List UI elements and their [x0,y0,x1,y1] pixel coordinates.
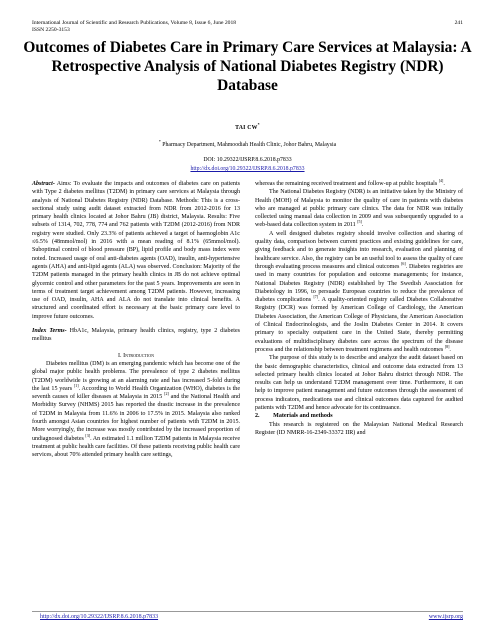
registry-paragraph [255,230,463,354]
right-text-2: A well designed diabetes registry should involve collection and sharing of quality data, comparison between current practices and existing guidelines for care, giving feedback and to generate insights into research, evaluation and planning of healthcare service. Also, the registry can be an useful tool to assess the quality of care through evaluating process measures and clinical outcomes [255,230,463,270]
left-column [32,180,240,460]
right-column [255,177,463,437]
footer-site-link[interactable]: www.ijsrp.org [428,614,463,620]
page-number: 241 [454,20,463,26]
citation-1: [1] [73,382,79,388]
right-text-2d: . [449,346,451,353]
citation-3: [3] [85,432,91,438]
citation-4: [4] [438,177,444,183]
intro-heading: I. Introduction [118,352,154,359]
intro-text-1: Diabetes mellitus (DM) is an emerging pandemic which has become one of the global major public health problems. The prevalence of type 2 diabetes mellitus (T2DM) worldwide is growing at an alarming rate and has increased 5-fold during the last 15 years [32,360,240,392]
index-terms-text: HbA1c, Malaysia, primary health clinics, registry, type 2 diabetes mellitus [32,328,240,343]
abstract [32,180,240,321]
purpose-paragraph: The purpose of this study is to describe and analyze the audit dataset based on the basic demographic characteristics, clinical and outcome data extracted from 13 selected primary health clinics located at Johor Bahru district through NDR. The results can help us understand T2DM management over time. Furthermore, it can help to improve patient management and future outcomes through the assessment of process indicators, medications use and clinical outcomes data captured for audited patients with T2DM and hence advocate for its continuance. [255,355,463,412]
right-text-1: The National Diabetes Registry (NDR) is an initiative taken by the Ministry of Health (MOH) of Malaysia to monitor the quality of care in patients with diabetes who are managed at public primary care clinics. The data for NDR was initially collected using manual data collection in 2009 and was subsequently upgraded to a web-based data collection system in 2011 [255,189,463,229]
author-line [0,122,495,131]
methods-paragraph: This research is registered on the Malaysian National Medical Research Register (ID NMRR-16-2349-33372 IIR) and [255,421,463,436]
citation-6: [6] [401,260,406,266]
affiliation-text: Pharmacy Department, Mahmoodiah Health Clinic, Johor Bahru, Malaysia [162,142,337,148]
methods-title: Materials and methods [273,413,333,420]
journal-header: International Journal of Scientific and Research Publications, Volume 8, Issue 6, June 2018 [32,20,237,26]
continued-paragraph [255,177,463,188]
abstract-text: Aims: To evaluate the impacts and outcomes of diabetes care on patients with Type 2 diabetes mellitus (T2DM) in primary care services at Malaysia through analysis of National Diabetes Registry (NDR) Database. Methods: This is a cross-sectional study using audit dataset extracted from NDR from 2012-2016 for 13 primary health clinics located at Johor Bahru (JB) district, Malaysia. Results: Five subsets of 1314, 702, 778, 774 and 762 patients with T2DM (2012-2016) from NDR registry were studied. Only 23.3% of patients achieved a target of haemoglobin A1c ≤6.5% (48mmol/mol) in 2016 with a mean reading of 8.1% (65mmol/mol). Suboptimal control of blood pressure (BP), lipid profile and body mass index were noted. Increased usage of oral anti-diabetes agents (OAD), insulin, anti-hypertensive agents (AHA) and anti-lipid agents (ALA) was observed. Conclusion: Majority of the T2DM patients managed in the primary health clinics in JB do not achieve optimal glycemic control and other parameters for the past 5 years. Improvements are seen in terms of treatment target achievement among T2DM patients. However, increasing use of OAD, insulin, AHA and ALA do not translate into clinical benefits. A structured and coordinated effort is necessary at the basic primary care level to improve future outcomes. [32,181,240,320]
methods-number: 2. [255,413,260,420]
affiliation-marker: * [158,139,161,145]
citation-2: [2] [164,391,169,397]
right-text-0: whereas the remaining received treatment and follow-up at public hospitals [255,181,439,187]
right-text-2c: . A quality-oriented registry called Diabetes Collaborative Registry (DCR) was formed by American College of Cardiology, the American Diabetes Association, the American College of Physicians, the American Association of Clinical Endocrinologists, and the Joslin Diabetes Center in 2014. It covers primary to specialty outpatient care in the United State, thereby permitting evaluations of multidisciplinary diabetes care across the spectrum of the disease process and the relationship between treatment regimens and health outcomes [255,297,463,353]
intro-paragraph [32,360,240,460]
footer-doi-link[interactable]: http://dx.doi.org/10.29322/IJSRP.8.6.2018.p7833 [40,614,159,620]
ndr-paragraph [255,188,463,229]
citation-7: [7] [313,294,319,300]
right-text-2b: . Diabetes registries are used in many countries for population and outcome managements; for instance, National Diabetes Registry (NDR) established by The Swedish Association for Diabetology in 1996, to persuade European countries to reduce the prevalence of diabetes complications [255,263,463,304]
footer-divider [32,611,463,612]
affiliation [0,139,495,148]
citation-8: [8] [444,343,450,349]
doi-link[interactable]: http://dx.doi.org/10.29322/IJSRP.8.6.2018.p7833 [190,166,305,172]
author-marker: * [257,122,260,128]
intro-text-4: . An estimated 1.1 million T2DM patients in Malaysia receive treatment at public health care facilities. Of these patients receiving public health care services, about 70% attended primary health care settings, [32,435,240,459]
methods-heading [255,412,463,420]
paper-title: Outcomes of Diabetes Care in Primary Care Services at Malaysia: A Retrospective Analysis of National Diabetes Registry (NDR) Database [23,39,472,94]
abstract-label: Abstract- [32,181,55,187]
intro-text-2: . According to World Health Organization (WHO), diabetes is the seventh causes of killer diseases at Malaysia in 2015 [32,385,241,401]
author-name: TAI CW [235,125,258,131]
doi-line: DOI: 10.29322/IJSRP.8.6.2018.p7833 [203,157,292,163]
citation-5: [5] [357,219,362,225]
index-terms [32,327,240,344]
issn-line: ISSN 2250-3153 [32,27,70,33]
index-terms-label: Index Terms- [32,328,67,335]
right-text-0b: . [443,181,445,187]
right-text-1b: . [361,222,364,229]
intro-text-3: and the National Health and Morbidity Survey (NHMS) 2015 has reported the drastic increase in the prevalence of T2DM in Malaysia from 11.6% in 2006 to 17.5% in 2015. Malaysia also ranked fourth amongst Asian countries for highest number of patients with T2DM in 2015. More worryingly, the increase was mostly contributed by the increased proportion of undiagnosed diabetes [32,394,240,442]
